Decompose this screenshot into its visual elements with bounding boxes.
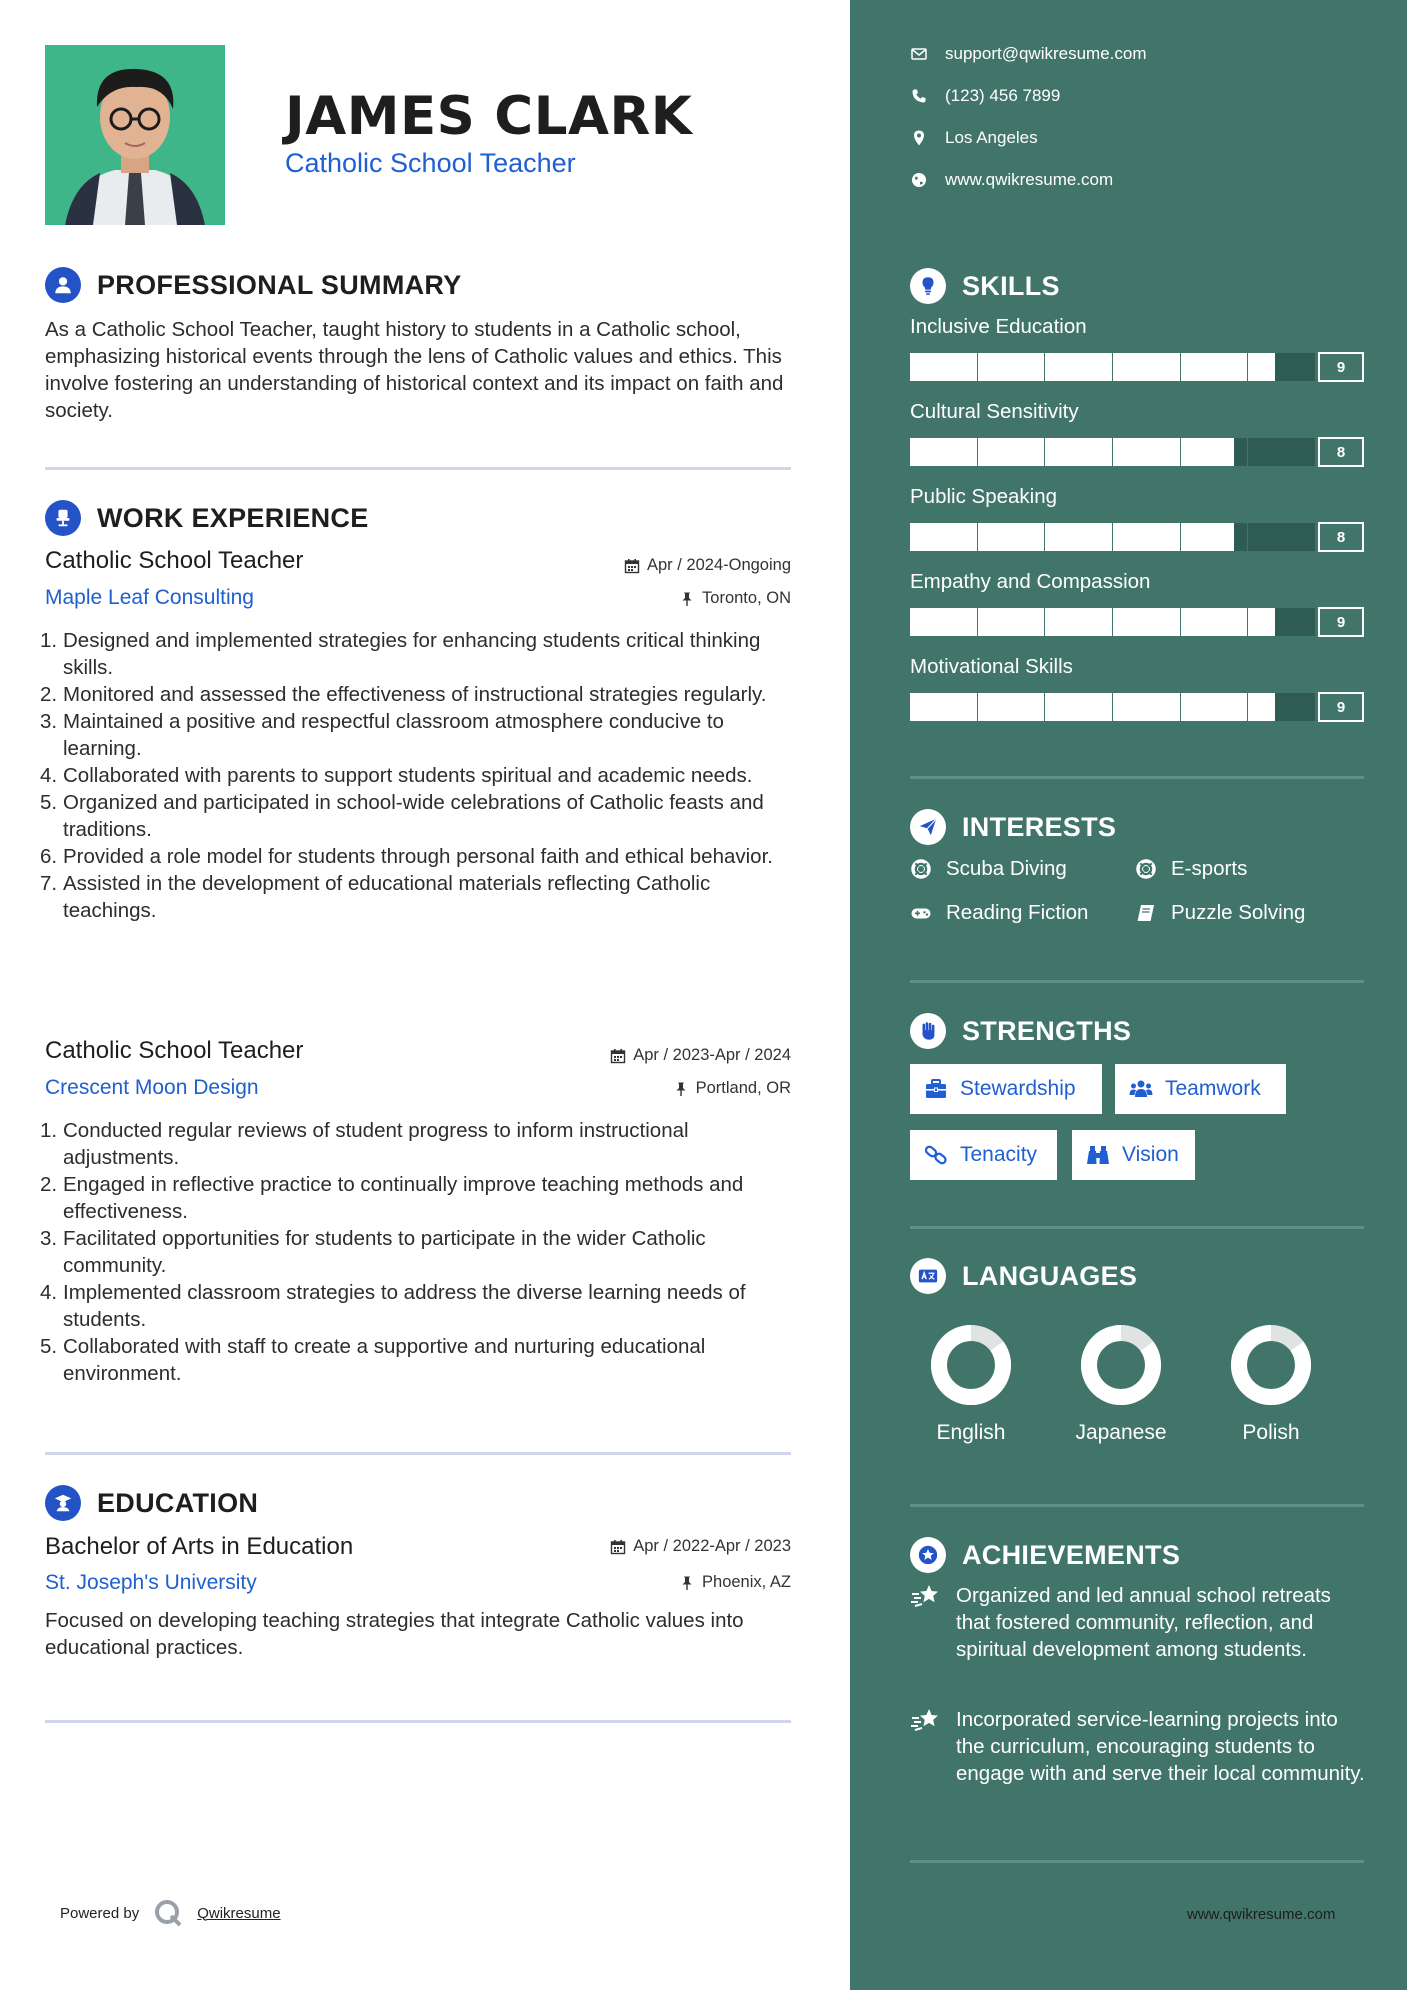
summary-heading: [45, 267, 462, 303]
qwikresume-logo-icon: [153, 1898, 183, 1928]
skill-bar-segment: [1113, 353, 1180, 381]
hand-icon: [910, 1013, 946, 1049]
job-location: [679, 589, 791, 608]
strength-label: Vision: [1122, 1143, 1179, 1166]
strength-label: Stewardship: [960, 1077, 1076, 1100]
skill-bar-segment: [910, 523, 977, 551]
skill-bar-segment: [1113, 438, 1180, 466]
list-item: 5. Organized and participated in school-wide celebrations of Catholic feasts and traditions.: [40, 791, 764, 841]
achievement-text: Organized and led annual school retreats that fostered community, reflection, and spiritual development among students.: [956, 1584, 1331, 1661]
contact-phone[interactable]: [910, 86, 1060, 106]
achievement-item: [910, 1582, 1370, 1663]
binoculars-icon: [1086, 1144, 1110, 1166]
envelope-icon: [910, 45, 928, 63]
skill-name: Inclusive Education: [910, 315, 1087, 338]
skill-bar-segment: [978, 693, 1045, 721]
strength-tag: [1072, 1130, 1195, 1180]
skill-level-bar: [910, 523, 1315, 551]
skill-bar-segment: [1181, 693, 1248, 721]
degree-title: Bachelor of Arts in Education: [45, 1533, 354, 1560]
lightbulb-icon: [910, 268, 946, 304]
section-divider: [45, 1452, 791, 1455]
language-name: Japanese: [1075, 1421, 1167, 1444]
job-date-text: Apr / 2023-Apr / 2024: [633, 1046, 791, 1064]
contact-email[interactable]: [910, 44, 1147, 64]
job-company: Crescent Moon Design: [45, 1076, 259, 1099]
section-divider: [910, 1226, 1364, 1229]
calendar-icon: [610, 1539, 626, 1555]
candidate-role: Catholic School Teacher: [285, 148, 576, 178]
list-item: 5. Collaborated with staff to create a supportive and nurturing educational environment.: [40, 1335, 706, 1385]
job-title: Catholic School Teacher: [45, 1037, 304, 1064]
skill-bar-segment: [1113, 608, 1180, 636]
job-date: [624, 556, 791, 575]
section-divider: [45, 467, 791, 470]
skill-bar-segment: [910, 438, 977, 466]
strengths-heading: [910, 1013, 1131, 1049]
language-item: [896, 1323, 1046, 1445]
strength-label: Tenacity: [960, 1143, 1038, 1166]
skill-bar-segment: [978, 438, 1045, 466]
language-name: English: [936, 1421, 1006, 1444]
skill-name: Cultural Sensitivity: [910, 400, 1079, 423]
interest-label: Puzzle Solving: [1171, 901, 1306, 924]
language-ring: [1079, 1323, 1163, 1407]
education-location: [679, 1573, 791, 1592]
star-badge-icon: [910, 1537, 946, 1573]
job-location-text: Portland, OR: [695, 1079, 791, 1097]
interest-item: [1135, 901, 1305, 925]
languages-heading: [910, 1258, 1137, 1294]
translate-icon: [910, 1258, 946, 1294]
skill-score: 9: [1318, 607, 1364, 637]
shooting-star-icon: [910, 1582, 942, 1610]
interest-item: [1135, 857, 1247, 881]
skill-bar-segment: [1181, 438, 1248, 466]
qwikresume-link[interactable]: Qwikresume: [197, 1904, 281, 1922]
education-heading: [45, 1485, 258, 1521]
footer-powered-by: [60, 1898, 281, 1928]
skill-bar-segment: [1248, 693, 1315, 721]
education-title: EDUCATION: [97, 1487, 259, 1518]
list-item: 6. Provided a role model for students through personal faith and ethical behavior.: [40, 845, 773, 868]
strength-tag: [910, 1130, 1057, 1180]
contact-website-text: www.qwikresume.com: [945, 170, 1114, 189]
skill-bar-segment: [1113, 693, 1180, 721]
contact-email-text: support@qwikresume.com: [945, 44, 1147, 63]
contact-location: [910, 128, 1038, 148]
gamepad-icon: [910, 902, 932, 924]
skill-bar-segment: [1248, 438, 1315, 466]
education-location-text: Phoenix, AZ: [702, 1573, 791, 1591]
language-name: Polish: [1242, 1421, 1300, 1444]
job-date-text: Apr / 2024-Ongoing: [646, 556, 791, 574]
job-bullets: [40, 627, 800, 924]
calendar-icon: [610, 1048, 626, 1064]
contact-phone-text: (123) 456 7899: [945, 86, 1061, 105]
section-divider: [910, 1504, 1364, 1507]
list-item: 4. Collaborated with parents to support students spiritual and academic needs.: [40, 764, 753, 787]
job-location: [673, 1079, 791, 1098]
skill-bar-segment: [910, 693, 977, 721]
interest-label: Scuba Diving: [946, 857, 1067, 880]
pin-icon: [673, 1081, 689, 1097]
job-company: Maple Leaf Consulting: [45, 586, 254, 609]
pin-icon: [679, 591, 695, 607]
skills-title: SKILLS: [962, 270, 1060, 301]
skill-bar-segment: [1181, 608, 1248, 636]
list-item: 3. Maintained a positive and respectful classroom atmosphere conducive to learning.: [40, 710, 724, 760]
education-date: [610, 1537, 791, 1556]
strength-tag: [910, 1064, 1102, 1114]
skill-level-bar: [910, 693, 1315, 721]
interests-heading: [910, 809, 1116, 845]
link-icon: [924, 1144, 948, 1166]
chair-icon: [45, 500, 81, 536]
interest-label: Reading Fiction: [946, 901, 1089, 924]
language-ring: [1229, 1323, 1313, 1407]
skill-bar-segment: [1045, 523, 1112, 551]
list-item: 2. Monitored and assessed the effectiveness of instructional strategies regularly.: [40, 683, 767, 706]
job-location-text: Toronto, ON: [702, 589, 791, 607]
paper-plane-icon: [910, 809, 946, 845]
interest-item: [910, 901, 1088, 925]
pin-icon: [679, 1575, 695, 1591]
contact-location-text: Los Angeles: [945, 128, 1038, 147]
user-icon: [45, 267, 81, 303]
experience-title: WORK EXPERIENCE: [97, 502, 369, 533]
languages-title: LANGUAGES: [962, 1260, 1138, 1291]
strength-tag: [1115, 1064, 1286, 1114]
job-bullets: [40, 1117, 800, 1387]
skill-score: 8: [1318, 522, 1364, 552]
skill-bar-segment: [978, 353, 1045, 381]
skill-bar-segment: [910, 353, 977, 381]
skill-bar-segment: [1248, 523, 1315, 551]
skill-bar-segment: [1045, 693, 1112, 721]
language-item: [1196, 1323, 1346, 1445]
achievements-heading: [910, 1537, 1180, 1573]
skill-bar-segment: [978, 523, 1045, 551]
book-icon: [1135, 902, 1157, 924]
skills-heading: [910, 268, 1060, 304]
skill-bar-segment: [1045, 438, 1112, 466]
achievement-text: Incorporated service-learning projects into the curriculum, encouraging students to engage with and serve their local community.: [956, 1708, 1365, 1785]
list-item: 4. Implemented classroom strategies to address the diverse learning needs of students.: [40, 1281, 746, 1331]
lifebuoy-icon: [910, 858, 932, 880]
list-item: 2. Engaged in reflective practice to continually improve teaching methods and effectiveness.: [40, 1173, 744, 1223]
strength-label: Teamwork: [1165, 1077, 1261, 1100]
skill-level-bar: [910, 353, 1315, 381]
skill-name: Motivational Skills: [910, 655, 1073, 678]
interests-title: INTERESTS: [962, 811, 1117, 842]
map-marker-icon: [910, 129, 928, 147]
footer-site[interactable]: www.qwikresume.com: [1187, 1906, 1336, 1923]
interest-label: E-sports: [1171, 857, 1248, 880]
briefcase-icon: [924, 1078, 948, 1100]
summary-title: PROFESSIONAL SUMMARY: [97, 269, 462, 300]
powered-by-label: Powered by: [60, 1904, 140, 1922]
skill-name: Public Speaking: [910, 485, 1058, 508]
skill-bar-segment: [1181, 523, 1248, 551]
education-date-text: Apr / 2022-Apr / 2023: [633, 1537, 791, 1555]
skill-name: Empathy and Compassion: [910, 570, 1151, 593]
candidate-name: JAMES CLARK: [285, 86, 693, 147]
list-item: 1. Conducted regular reviews of student progress to inform instructional adjustments.: [40, 1119, 689, 1169]
experience-heading: [45, 500, 369, 536]
skill-score: 9: [1318, 352, 1364, 382]
profile-photo: [45, 45, 225, 225]
skill-bar-segment: [1113, 523, 1180, 551]
graduate-icon: [45, 1485, 81, 1521]
list-item: 3. Facilitated opportunities for students to participate in the wider Catholic community.: [40, 1227, 706, 1277]
school-name: St. Joseph's University: [45, 1571, 257, 1594]
skill-bar-segment: [1181, 353, 1248, 381]
skill-bar-segment: [1045, 608, 1112, 636]
section-divider: [910, 776, 1364, 779]
list-item: 1. Designed and implemented strategies for enhancing students critical thinking skills.: [40, 629, 761, 679]
skill-score: 8: [1318, 437, 1364, 467]
skill-bar-segment: [1248, 608, 1315, 636]
strengths-title: STRENGTHS: [962, 1015, 1132, 1046]
contact-website[interactable]: [910, 170, 1113, 190]
summary-text: As a Catholic School Teacher, taught history to students in a Catholic school, emphasizing historical events through the lens of Catholic values and ethics. This involve fostering an understanding of historical context and its impact on faith and society.: [45, 318, 784, 422]
skill-level-bar: [910, 438, 1315, 466]
skill-bar-segment: [1045, 353, 1112, 381]
section-divider: [910, 980, 1364, 983]
section-divider: [910, 1860, 1364, 1863]
job-date: [610, 1046, 791, 1065]
calendar-icon: [624, 558, 640, 574]
shooting-star-icon: [910, 1706, 942, 1734]
sidebar: [850, 0, 1407, 1990]
achievements-title: ACHIEVEMENTS: [962, 1539, 1181, 1570]
skill-score: 9: [1318, 692, 1364, 722]
skill-bar-segment: [978, 608, 1045, 636]
language-ring: [929, 1323, 1013, 1407]
globe-icon: [910, 171, 928, 189]
section-divider: [45, 1720, 791, 1723]
phone-icon: [910, 87, 928, 105]
job-title: Catholic School Teacher: [45, 547, 304, 574]
users-icon: [1129, 1078, 1153, 1100]
achievement-item: [910, 1706, 1370, 1787]
education-text: Focused on developing teaching strategies that integrate Catholic values into educational practices.: [45, 1609, 744, 1659]
list-item: 7. Assisted in the development of educational materials reflecting Catholic teachings.: [40, 872, 711, 922]
skill-bar-segment: [910, 608, 977, 636]
skill-bar-segment: [1248, 353, 1315, 381]
lifebuoy-icon: [1135, 858, 1157, 880]
interest-item: [910, 857, 1067, 881]
language-item: [1046, 1323, 1196, 1445]
skill-level-bar: [910, 608, 1315, 636]
